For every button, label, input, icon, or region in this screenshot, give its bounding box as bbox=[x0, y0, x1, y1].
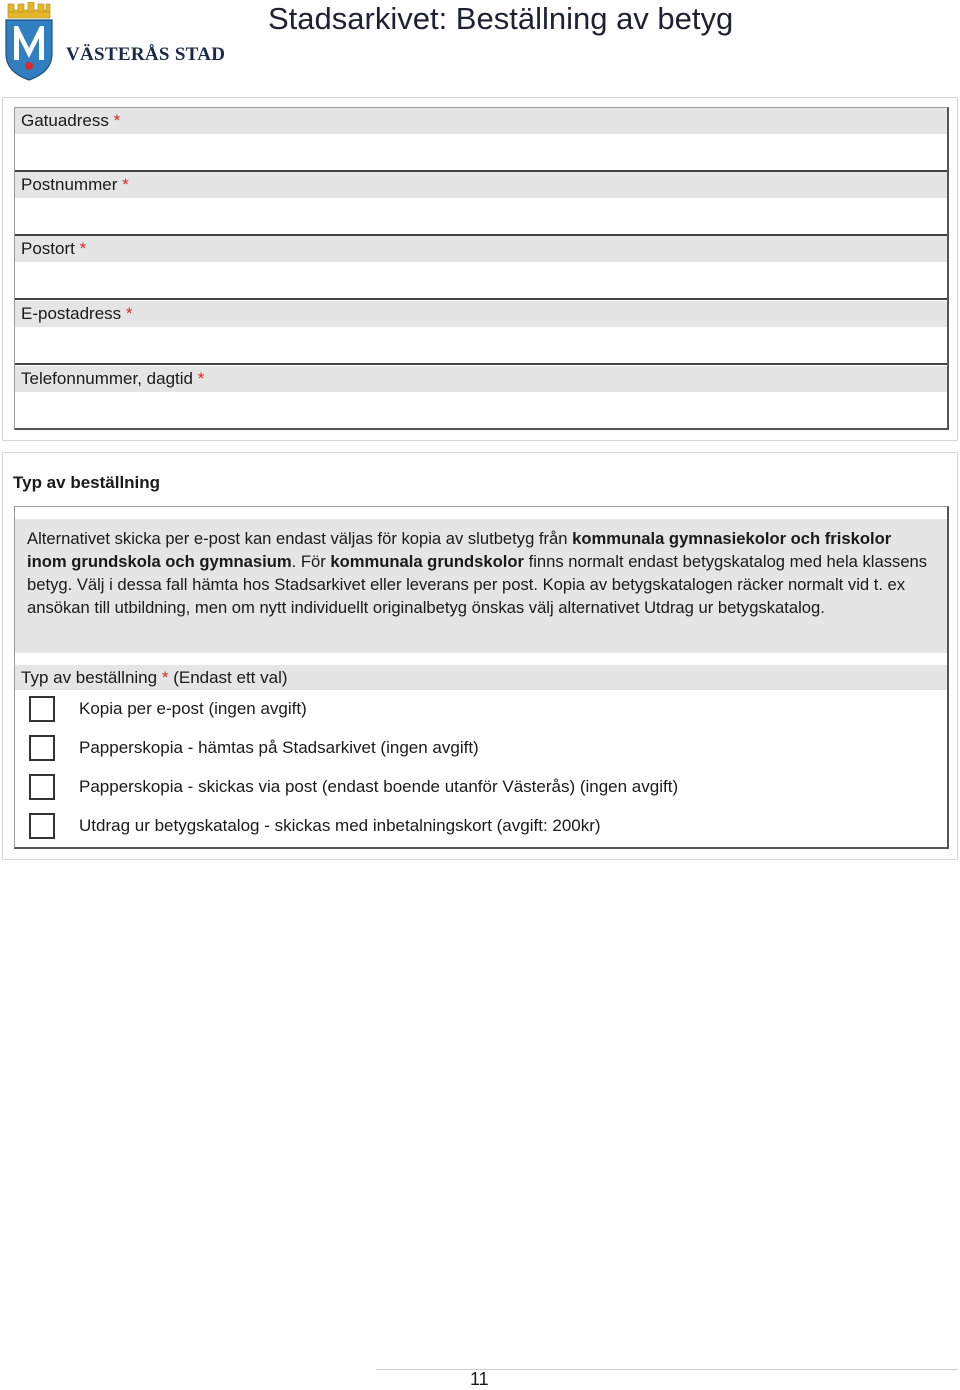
checkbox[interactable] bbox=[29, 735, 55, 761]
info-bold-text: kommunala grundskolor bbox=[330, 552, 524, 571]
field-label bbox=[15, 172, 947, 198]
required-mark: * bbox=[197, 369, 205, 388]
label-text: Typ av beställning bbox=[21, 668, 158, 687]
email-input[interactable] bbox=[15, 327, 947, 363]
address-form bbox=[14, 107, 949, 430]
option-email-copy[interactable] bbox=[29, 695, 307, 723]
address-section bbox=[2, 97, 958, 441]
checkbox[interactable] bbox=[29, 696, 55, 722]
vasteras-coat-of-arms-logo bbox=[2, 2, 56, 82]
required-mark: * bbox=[161, 668, 169, 687]
order-type-form bbox=[14, 506, 949, 849]
required-mark: * bbox=[113, 111, 121, 130]
phone-field bbox=[15, 366, 947, 430]
option-label: Papperskopia - hämtas på Stadsarkivet (ingen avgift) bbox=[79, 738, 479, 757]
label-text: Telefonnummer, dagtid bbox=[21, 369, 193, 388]
street-address-field bbox=[15, 108, 947, 172]
label-text: E-postadress bbox=[21, 304, 122, 323]
email-field bbox=[15, 301, 947, 365]
field-label bbox=[15, 301, 947, 327]
page-number: 11 bbox=[470, 1369, 489, 1389]
brand-name: VÄSTERÅS STAD bbox=[66, 44, 226, 65]
required-mark: * bbox=[79, 239, 87, 258]
field-label bbox=[15, 366, 947, 392]
order-type-label bbox=[15, 665, 947, 690]
option-mailed-paper-copy[interactable] bbox=[29, 773, 678, 801]
required-mark: * bbox=[125, 304, 133, 323]
order-type-section bbox=[2, 452, 958, 860]
checkbox[interactable] bbox=[29, 774, 55, 800]
street-address-input[interactable] bbox=[15, 134, 947, 170]
field-label bbox=[15, 108, 947, 134]
label-text: Postort bbox=[21, 239, 75, 258]
info-text: Alternativet skicka per e-post kan endast väljas för kopia av slutbetyg från bbox=[27, 529, 573, 548]
info-bold-text: kommunala gymnasiekolor och friskolor inom grundskola och gymnasium bbox=[27, 529, 892, 571]
label-note: (Endast ett val) bbox=[173, 668, 288, 687]
option-label: Kopia per e-post (ingen avgift) bbox=[79, 699, 307, 718]
option-label: Utdrag ur betygskatalog - skickas med inbetalningskort (avgift: 200kr) bbox=[79, 816, 601, 835]
checkbox[interactable] bbox=[29, 813, 55, 839]
option-label: Papperskopia - skickas via post (endast boende utanför Västerås) (ingen avgift) bbox=[79, 777, 679, 796]
footer-divider bbox=[376, 1369, 958, 1370]
required-mark: * bbox=[122, 175, 129, 194]
page-title: Stadsarkivet: Beställning av betyg bbox=[268, 1, 734, 36]
label-text: Postnummer bbox=[21, 175, 118, 194]
info-text: . För bbox=[291, 552, 331, 571]
section-heading: Typ av beställning bbox=[13, 473, 161, 492]
phone-input[interactable] bbox=[15, 392, 947, 428]
postal-code-field bbox=[15, 172, 947, 236]
field-label bbox=[15, 236, 947, 262]
city-field bbox=[15, 236, 947, 300]
order-info-text bbox=[15, 519, 947, 653]
city-input[interactable] bbox=[15, 262, 947, 298]
postal-code-input[interactable] bbox=[15, 198, 947, 234]
info-text: finns normalt endast betygskatalog med hela klassens betyg. Välj i dessa fall hämta hos Stadsarkivet eller leverans per post. Kopia av betygskatalogen räcker normalt vid t. ex ansökan till utbildning, men om nytt individuellt originalbetyg önskas välj alternativet Utdrag ur betygskatalog. bbox=[27, 552, 928, 617]
option-catalog-extract[interactable] bbox=[29, 812, 601, 840]
option-pickup-paper-copy[interactable] bbox=[29, 734, 479, 762]
label-text: Gatuadress bbox=[21, 111, 109, 130]
